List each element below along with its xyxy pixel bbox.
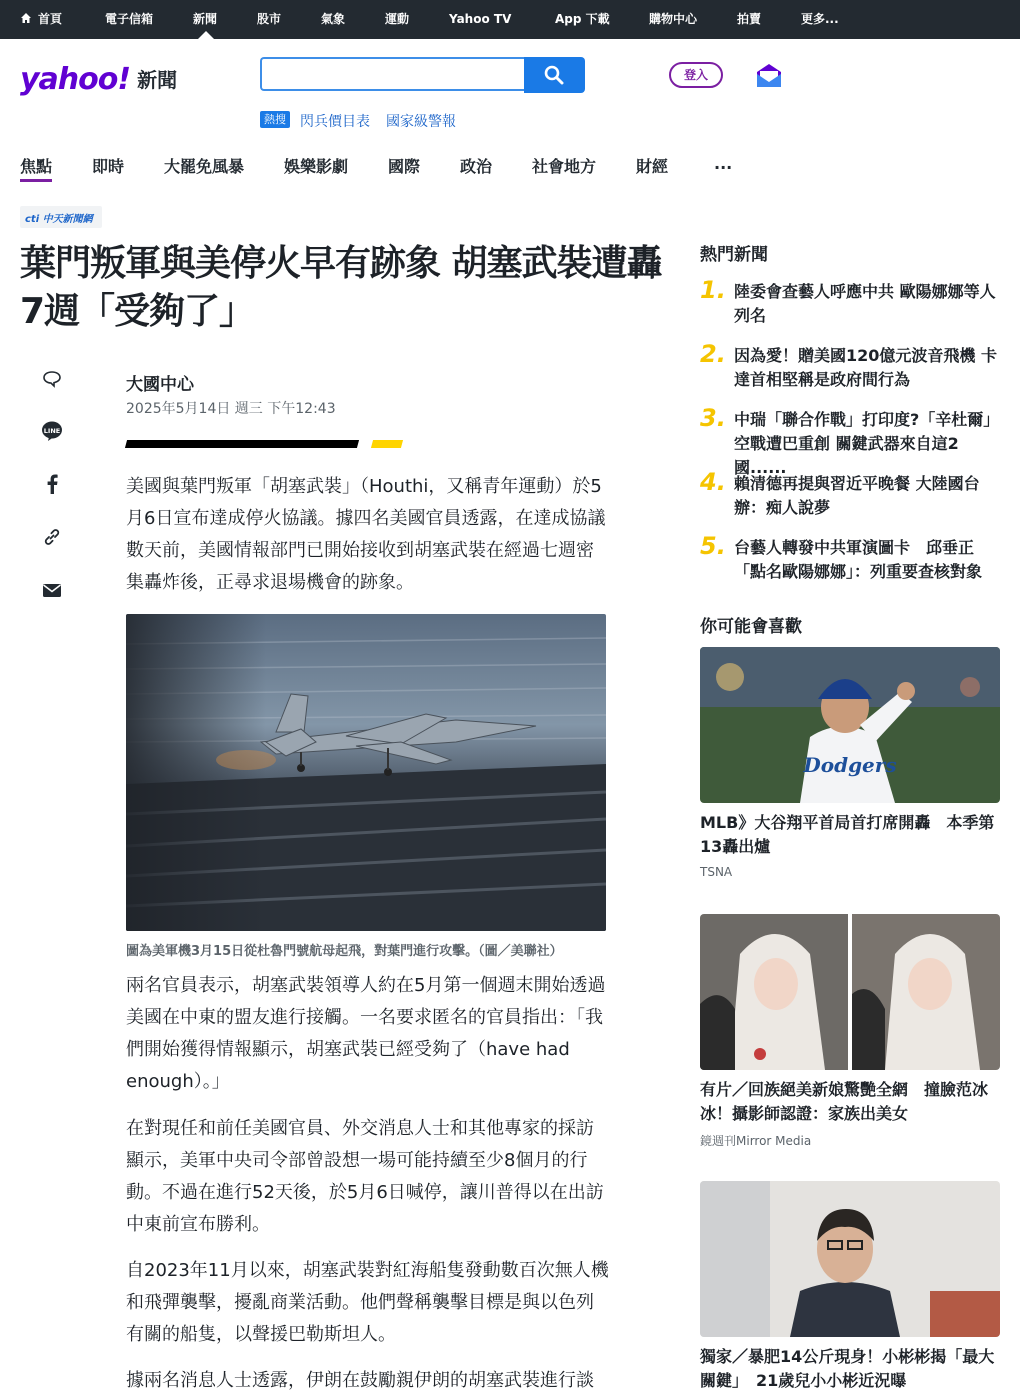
yahoo-logo-subtext: 新聞 [137, 68, 178, 92]
baseball-player-photo [700, 647, 1000, 803]
hot-news-heading: 熱門新聞 [700, 245, 768, 265]
svg-text:Dodgers: Dodgers [803, 753, 897, 777]
headline-line-2: 7週「受夠了」 [20, 291, 255, 332]
hot-news-rank-4: 4. [700, 468, 726, 496]
divider-yellow [371, 440, 403, 448]
source-logo[interactable] [20, 206, 102, 228]
search-box [260, 57, 524, 91]
hot-news-rank-5: 5. [700, 532, 726, 560]
hot-news-item-3[interactable]: 中瑞「聯合作戰」打印度?「辛杜爾」空戰遭巴重創 關鍵武器來自這2國...... [734, 410, 992, 477]
recommended-card-3-image[interactable] [700, 1181, 1000, 1337]
recommended-heading: 你可能會喜歡 [700, 617, 802, 637]
hot-news-item-2[interactable]: 因為愛！贈美國120億元波音飛機 卡達首相堅稱是政府間行為 [734, 346, 997, 389]
envelope-icon [42, 582, 62, 598]
recommended-card-1-source: TSNA [700, 865, 733, 879]
hot-news-item-1[interactable]: 陸委會查藝人呼應中共 歐陽娜娜等人列名 [734, 282, 996, 325]
category-tab-finance[interactable]: 財經 [636, 157, 669, 176]
home-icon [20, 12, 32, 24]
hot-news-rank-3: 3. [700, 404, 726, 432]
category-tab-recall[interactable]: 大罷免風暴 [164, 157, 245, 176]
yahoo-news-logo[interactable] [20, 62, 177, 96]
category-tab-entertainment[interactable]: 娛樂影劇 [284, 157, 349, 176]
comment-button[interactable] [40, 367, 64, 391]
recommended-card-2-source: 鏡週刊Mirror Media [700, 1134, 812, 1148]
line-share-button[interactable] [40, 419, 64, 443]
fighter-jet-photo [126, 614, 606, 931]
recommended-card-2-image[interactable] [700, 914, 1000, 1070]
topnav-yahoo-tv[interactable]: Yahoo TV [449, 12, 512, 26]
topnav-home[interactable] [20, 0, 62, 39]
hot-news-rank-1: 1. [700, 276, 726, 304]
topnav-auction[interactable]: 拍賣 [737, 12, 762, 26]
recommended-card-1-title[interactable]: MLB》大谷翔平首局首打席開轟 本季第13轟出爐 [700, 813, 995, 856]
topnav-home-label: 首頁 [38, 12, 63, 26]
bride-photo [700, 914, 1000, 1070]
category-tab-focus[interactable]: 焦點 [20, 157, 53, 176]
article-date: 2025年5月14日 週三 下午12:43 [126, 401, 336, 417]
recommended-card-3-title[interactable]: 獨家／暴肥14公斤現身！小彬彬揭「最大關鍵」 21歲兒小小彬近況曝 [700, 1347, 995, 1390]
divider-black [125, 440, 359, 448]
man-portrait-photo [700, 1181, 1000, 1337]
recommended-card-2-title[interactable]: 有片／回族絕美新娘驚艷全網 撞臉范冰冰！攝影師認證：家族出美女 [700, 1080, 989, 1123]
hot-news-item-4[interactable]: 賴清德再提與習近平晚餐 大陸國台辦：痴人說夢 [734, 474, 980, 517]
active-tab-caret [198, 31, 214, 39]
top-navigation-bar [0, 0, 1020, 39]
article-paragraph-2: 兩名官員表示，胡塞武裝領導人約在5月第一個週末開始透過美國在中東的盟友進行接觸。一名要求匿名的官員指出：「我們開始獲得情報顯示，胡塞武裝已經受夠了（have had enough）。」 [126, 975, 606, 1092]
category-tab-society[interactable]: 社會地方 [532, 157, 597, 176]
copy-link-button[interactable] [40, 525, 64, 549]
article-paragraph-4: 自2023年11月以來，胡塞武裝對紅海船隻發動數百次無人機和飛彈襲擊，擾亂商業活動。他們聲稱襲擊目標是與以色列有關的船隻，以聲援巴勒斯坦人。 [126, 1260, 609, 1345]
article-paragraph-3: 在對現任和前任美國官員、外交消息人士和其他專家的採訪顯示，美軍中央司令部曾設想一場可能持續至少8個月的行動。不過在進行52天後，於5月6日喊停，讓川普得以在出訪中東前宣布勝利。 [126, 1118, 604, 1235]
facebook-icon [46, 474, 58, 494]
yahoo-logo-text: yahoo! [20, 62, 131, 97]
hot-news-rank-2: 2. [700, 340, 726, 368]
article-paragraph-1: 美國與葉門叛軍「胡塞武裝」（Houthi，又稱青年運動）於5月6日宣布達成停火協議。據四名美國官員透露，在達成協議數天前，美國情報部門已開始接收到胡塞武裝在經過七週密集轟炸後，正尋求退場機會的跡象。 [126, 476, 606, 593]
category-tab-politics[interactable]: 政治 [460, 157, 493, 176]
facebook-share-button[interactable] [40, 472, 64, 496]
category-active-underline [20, 179, 52, 182]
topnav-more[interactable]: 更多... [801, 12, 839, 26]
login-button[interactable]: 登入 [669, 62, 723, 88]
article-author[interactable]: 大國中心 [126, 375, 194, 395]
article-headline [20, 240, 685, 336]
topnav-sports[interactable]: 運動 [385, 12, 410, 26]
line-icon [41, 420, 63, 442]
headline-line-1: 葉門叛軍與美停火早有跡象 胡塞武裝遭轟 [20, 243, 662, 284]
link-icon [42, 527, 62, 547]
category-tab-more[interactable]: ... [714, 154, 733, 173]
source-logo-text: cti 中天新聞網 [25, 214, 93, 225]
article-image[interactable] [126, 614, 606, 931]
mail-button[interactable] [756, 62, 782, 92]
article-paragraph-5: 據兩名消息人士透露，伊朗在鼓勵親伊朗的胡塞武裝進行談 [126, 1370, 594, 1391]
email-share-button[interactable] [40, 578, 64, 602]
image-caption: 圖為美軍機3月15日從杜魯門號航母起飛，對葉門進行攻擊。（圖／美聯社） [126, 944, 563, 959]
topnav-weather[interactable]: 氣象 [321, 12, 346, 26]
recommended-card-1-image[interactable] [700, 647, 1000, 803]
search-button[interactable] [524, 57, 585, 93]
hot-search-link-1[interactable]: 閃兵價目表 [300, 114, 370, 130]
topnav-news[interactable]: 新聞 [193, 12, 218, 26]
topnav-mail[interactable]: 電子信箱 [105, 12, 154, 26]
hot-search-link-2[interactable]: 國家級警報 [386, 114, 456, 130]
category-tab-latest[interactable]: 即時 [92, 157, 125, 176]
category-tab-international[interactable]: 國際 [388, 157, 421, 176]
topnav-stocks[interactable]: 股市 [257, 12, 282, 26]
svg-text:LINE: LINE [43, 427, 61, 435]
hot-news-item-5[interactable]: 台藝人轉發中共軍演圖卡 邱垂正「點名歐陽娜娜」：列重要查核對象 [734, 538, 983, 581]
topnav-shopping[interactable]: 購物中心 [649, 12, 698, 26]
search-icon [544, 65, 564, 85]
mail-icon [756, 62, 782, 88]
search-input[interactable] [268, 60, 522, 90]
hot-search-tag: 熱搜 [260, 111, 290, 128]
comment-icon [42, 370, 62, 388]
topnav-app-download[interactable]: App 下載 [555, 12, 610, 26]
